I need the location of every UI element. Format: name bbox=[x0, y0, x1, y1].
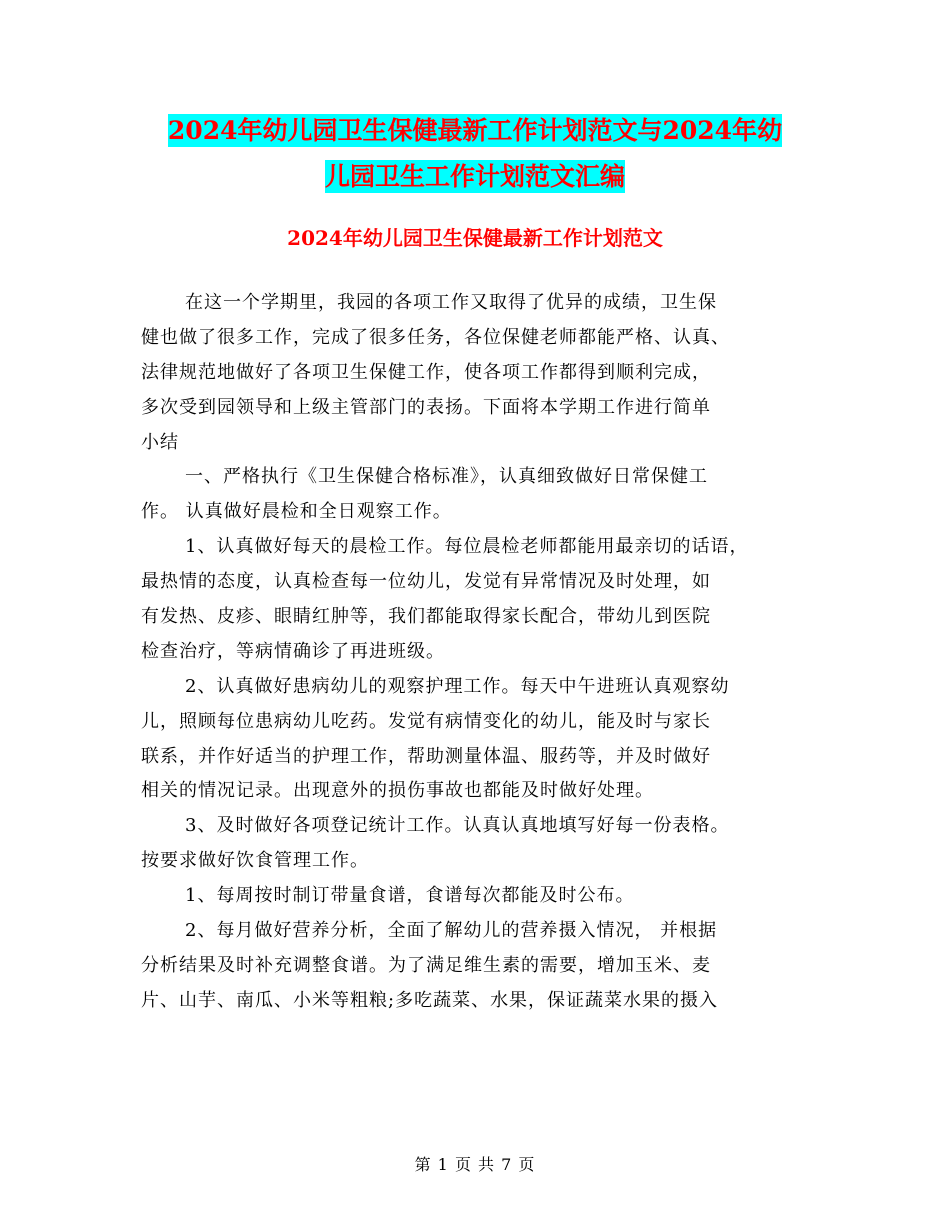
document-body bbox=[141, 286, 801, 1019]
document-title-line-2: 儿园卫生工作计划范文汇编 bbox=[324, 162, 625, 191]
body-line: 作。 认真做好晨检和全日观察工作。 bbox=[141, 501, 452, 523]
section-title: 2024年幼儿园卫生保健最新工作计划范文 bbox=[287, 226, 663, 250]
body-line: 1、认真做好每天的晨检工作。每位晨检老师都能用最亲切的话语， bbox=[185, 536, 749, 558]
body-line: 相关的情况记录。出现意外的损伤事故也都能及时做好处理。 bbox=[141, 780, 654, 802]
document-title bbox=[0, 108, 950, 200]
body-line: 按要求做好饮食管理工作。 bbox=[141, 850, 369, 872]
body-line: 分析结果及时补充调整食谱。为了满足维生素的需要，增加玉米、麦 bbox=[141, 954, 711, 976]
body-line: 一、严格执行《卫生保健合格标准》，认真细致做好日常保健工 bbox=[185, 466, 708, 488]
body-line: 2、每月做好营养分析，全面了解幼儿的营养摄入情况， 并根据 bbox=[185, 920, 718, 942]
body-line: 1、每周按时制订带量食谱，食谱每次都能及时公布。 bbox=[185, 885, 635, 907]
body-line: 多次受到园领导和上级主管部门的表扬。下面将本学期工作进行简单 bbox=[141, 396, 711, 418]
body-line: 儿，照顾每位患病幼儿吃药。发觉有病情变化的幼儿，能及时与家长 bbox=[141, 710, 711, 732]
body-line: 小结 bbox=[141, 431, 179, 453]
body-line: 最热情的态度，认真检查每一位幼儿，发觉有异常情况及时处理，如 bbox=[141, 571, 711, 593]
body-line: 片、山芋、南瓜、小米等粗粮;多吃蔬菜、水果，保证蔬菜水果的摄入 bbox=[141, 989, 719, 1011]
body-line: 在这一个学期里，我园的各项工作又取得了优异的成绩，卫生保 bbox=[185, 292, 717, 313]
body-line: 3、及时做好各项登记统计工作。认真认真地填写好每一份表格。 bbox=[185, 815, 730, 837]
body-line: 2、认真做好患病幼儿的观察护理工作。每天中午进班认真观察幼 bbox=[185, 675, 730, 697]
body-line: 法律规范地做好了各项卫生保健工作，使各项工作都得到顺利完成， bbox=[141, 361, 711, 383]
body-line: 联系，并作好适当的护理工作，帮助测量体温、服药等，并及时做好 bbox=[141, 745, 711, 767]
body-line: 检查治疗，等病情确诊了再进班级。 bbox=[141, 640, 445, 662]
body-line: 有发热、皮疹、眼睛红肿等，我们都能取得家长配合，带幼儿到医院 bbox=[141, 606, 711, 628]
document-title-line-1: 2024年幼儿园卫生保健最新工作计划范文与2024年幼 bbox=[167, 116, 783, 145]
body-line: 健也做了很多工作，完成了很多任务，各位保健老师都能严格、认真、 bbox=[141, 326, 730, 348]
page-footer: 第 1 页 共 7 页 bbox=[414, 1155, 536, 1174]
